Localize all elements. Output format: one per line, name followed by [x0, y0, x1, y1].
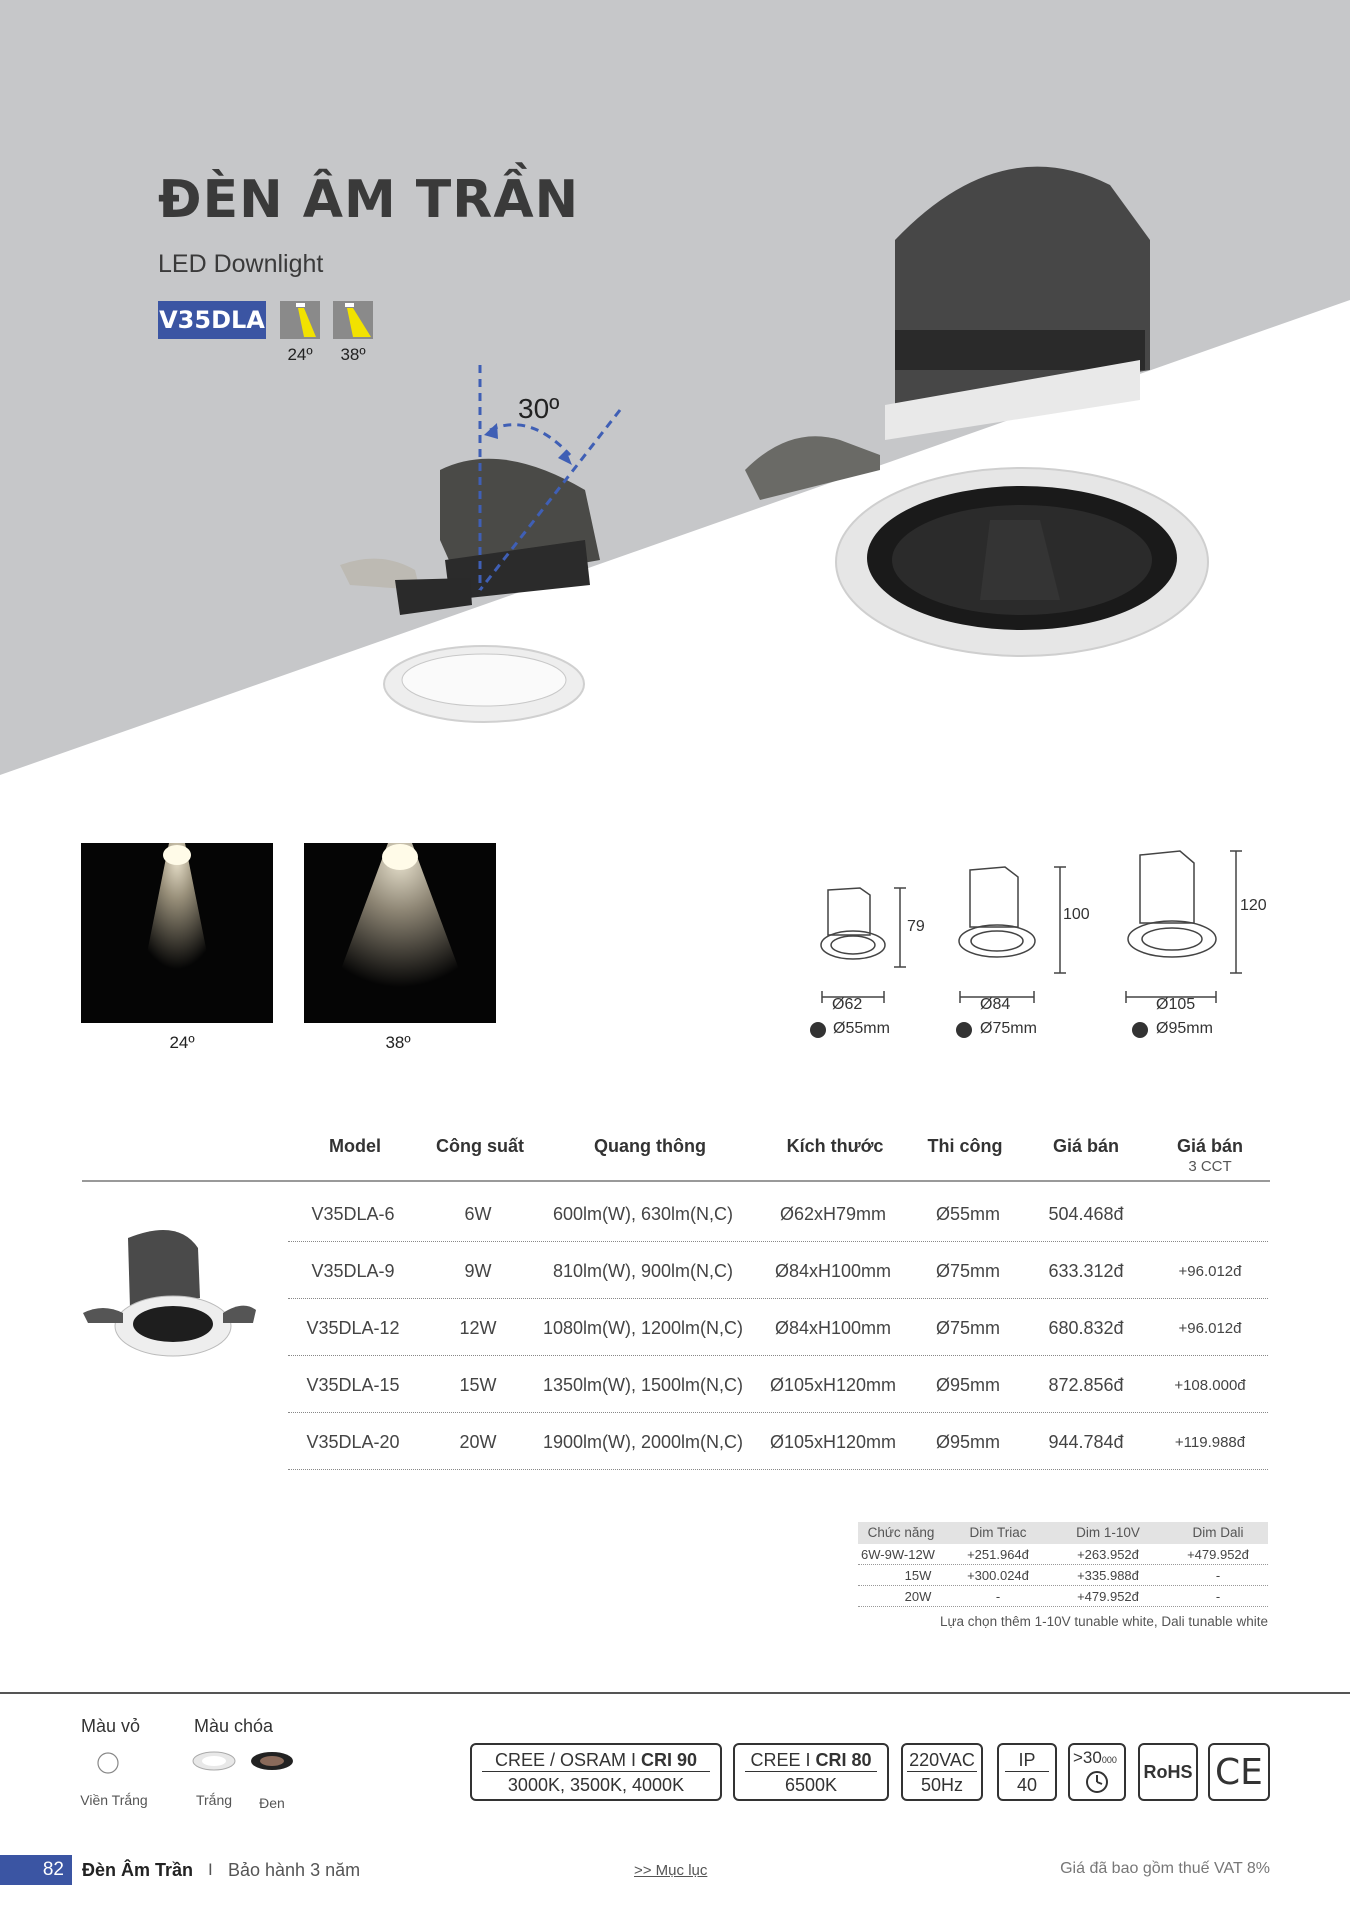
table-header-rule [82, 1180, 1270, 1182]
dim-height-2: 100 [1063, 906, 1090, 923]
reflector-color-heading: Màu chóa [194, 1716, 274, 1736]
cell-price: 504.468đ [1048, 1204, 1124, 1224]
cell-lumen: 600lm(W), 630lm(N,C) [552, 1204, 734, 1224]
dimming-cell: - [1215, 1589, 1221, 1604]
reflector-swatch-white [192, 1750, 236, 1772]
housing-swatch-white [97, 1752, 119, 1774]
dim-diameter-3: Ø105 [1156, 996, 1196, 1013]
cell-price-cct: +119.988đ [1174, 1434, 1246, 1451]
dimming-header: Dim Dali [1192, 1525, 1244, 1540]
spec-badge-top: 220VAC [909, 1750, 975, 1770]
beam-angle-label: 24º [287, 345, 313, 364]
cell-size: Ø105xH120mm [769, 1432, 897, 1452]
beam-photo-caption: 38º [385, 1033, 411, 1052]
cell-cutout: Ø75mm [935, 1318, 1000, 1338]
cell-cutout: Ø95mm [935, 1432, 1000, 1452]
table-header-power: Công suất [436, 1136, 524, 1156]
cell-power: 15W [459, 1375, 497, 1395]
page-number: 82 [0, 1855, 72, 1885]
dimming-cell: 15W [904, 1568, 932, 1583]
lifetime-unit: 000 [1101, 1755, 1117, 1765]
cell-price: 680.832đ [1048, 1318, 1124, 1338]
lifetime-value: >30 [1073, 1748, 1102, 1767]
dimming-header: Chức năng [867, 1525, 935, 1540]
cell-cutout: Ø95mm [935, 1375, 1000, 1395]
dimming-row [858, 1544, 1268, 1565]
dimming-cell: - [1215, 1568, 1221, 1583]
table-row [288, 1186, 1268, 1242]
spec-badge-bottom: 40 [1016, 1775, 1038, 1795]
cell-size: Ø62xH79mm [779, 1204, 887, 1224]
cell-size: Ø84xH100mm [774, 1261, 892, 1281]
cell-price-cct: +108.000đ [1174, 1377, 1246, 1394]
cell-size: Ø84xH100mm [774, 1318, 892, 1338]
ce-badge: CE [1208, 1743, 1270, 1801]
cell-lumen: 1900lm(W), 2000lm(N,C) [542, 1432, 744, 1452]
dimming-header: Dim Triac [969, 1525, 1027, 1540]
footer-section: Đèn Âm Trần [82, 1860, 194, 1880]
table-header-cct-sub: 3 CCT [1188, 1158, 1232, 1175]
dimming-cell: - [995, 1589, 1001, 1604]
reflector-color-label: Đen [259, 1795, 285, 1811]
rohs-badge: RoHS [1138, 1743, 1198, 1801]
cell-price: 872.856đ [1048, 1375, 1124, 1395]
cell-model: V35DLA-9 [311, 1261, 395, 1281]
reflector-swatch-black [250, 1750, 294, 1772]
page-title: ĐÈN ÂM TRẦN [158, 170, 580, 230]
housing-color-heading: Màu vỏ [81, 1716, 141, 1736]
hero-banner [0, 0, 1350, 790]
spec-badge-top-bold: CRI 80 [815, 1750, 872, 1770]
hero-background [0, 0, 1350, 790]
spec-badge-ip [997, 1743, 1057, 1801]
spec-badge-bottom: 3000K, 3500K, 4000K [507, 1775, 685, 1795]
beam-38-icon [333, 301, 373, 339]
dim-height-3: 120 [1240, 897, 1267, 914]
cell-lumen: 1350lm(W), 1500lm(N,C) [542, 1375, 744, 1395]
dimming-cell: +300.024đ [967, 1568, 1029, 1583]
cell-price-cct: +96.012đ [1178, 1320, 1242, 1337]
beam-photo-24 [81, 843, 273, 1023]
spec-badge-bottom: 50Hz [920, 1775, 964, 1795]
beam-photo-38 [304, 843, 496, 1023]
table-header-lumen: Quang thông [594, 1136, 706, 1156]
clock-icon [1083, 1769, 1111, 1795]
footer-divider [0, 1692, 1350, 1694]
dim-cutout-3: Ø95mm [1156, 1020, 1213, 1037]
cell-price: 633.312đ [1048, 1261, 1124, 1281]
dim-cutout-1: Ø55mm [833, 1020, 890, 1037]
dimming-cell: +335.988đ [1077, 1568, 1139, 1583]
dimming-cell: +263.952đ [1077, 1547, 1139, 1562]
dim-cutout-2: Ø75mm [980, 1020, 1037, 1037]
dimming-cell: +479.952đ [1187, 1547, 1249, 1562]
housing-color-label: Viền Trắng [80, 1792, 148, 1808]
cell-cutout: Ø55mm [935, 1204, 1000, 1224]
cell-size: Ø105xH120mm [769, 1375, 897, 1395]
table-row [288, 1243, 1268, 1299]
table-header-model: Model [329, 1136, 381, 1156]
cell-power: 9W [464, 1261, 492, 1281]
cell-power: 6W [464, 1204, 492, 1224]
beam-photo-caption: 24º [169, 1033, 195, 1052]
toc-link[interactable]: >> Mục lục [634, 1862, 708, 1879]
cell-model: V35DLA-6 [311, 1204, 395, 1224]
spec-badge-top: CREE / OSRAM I [494, 1750, 641, 1770]
cell-price: 944.784đ [1048, 1432, 1124, 1452]
spec-badge-top-bold: CRI 90 [641, 1750, 698, 1770]
dim-height-1: 79 [907, 918, 925, 935]
cell-cutout: Ø75mm [935, 1261, 1000, 1281]
footer-vat-note: Giá đã bao gồm thuế VAT 8% [1060, 1860, 1270, 1877]
table-row [288, 1357, 1268, 1413]
cell-power: 20W [459, 1432, 497, 1452]
dimming-cell: +479.952đ [1077, 1589, 1139, 1604]
cell-lumen: 1080lm(W), 1200lm(N,C) [542, 1318, 744, 1338]
cell-lumen: 810lm(W), 900lm(N,C) [552, 1261, 734, 1281]
cell-price-cct: +96.012đ [1178, 1263, 1242, 1280]
cell-model: V35DLA-15 [306, 1375, 400, 1395]
dimming-row [858, 1565, 1268, 1586]
table-row [288, 1300, 1268, 1356]
dim-diameter-1: Ø62 [832, 996, 863, 1013]
table-header-price: Giá bán [1052, 1136, 1119, 1156]
beam-24-icon [280, 301, 320, 339]
model-badge: V35DLA [158, 301, 266, 339]
dimming-row [858, 1586, 1268, 1607]
table-header-size: Kích thước [786, 1136, 884, 1156]
beam-angle-label: 38º [340, 345, 366, 364]
dimming-note: Lựa chọn thêm 1-10V tunable white, Dali tunable white [940, 1614, 1268, 1629]
dimming-cell: +251.964đ [967, 1547, 1029, 1562]
cell-model: V35DLA-20 [306, 1432, 400, 1452]
table-row [288, 1414, 1268, 1470]
dimming-cell: 20W [904, 1589, 932, 1604]
footer-warranty: Bảo hành 3 năm [228, 1860, 361, 1880]
cell-model: V35DLA-12 [306, 1318, 400, 1338]
footer-separator: I [208, 1860, 213, 1879]
table-header-cutout: Thi công [927, 1136, 1003, 1156]
dimming-cell: 6W-9W-12W [861, 1547, 935, 1562]
tilt-angle-label: 30º [518, 393, 560, 424]
spec-badge-cri80 [733, 1743, 889, 1801]
spec-badge-cri90 [470, 1743, 722, 1801]
table-header-price-cct: Giá bán [1176, 1136, 1243, 1156]
spec-badge-top: CREE I [750, 1750, 816, 1770]
cell-power: 12W [459, 1318, 497, 1338]
dimming-header: Dim 1-10V [1076, 1525, 1140, 1540]
page-subtitle: LED Downlight [158, 250, 324, 278]
spec-badge-bottom: 6500K [784, 1775, 838, 1795]
spec-badge-voltage [901, 1743, 983, 1801]
spec-badge-top: IP [1018, 1750, 1036, 1770]
lifetime-badge [1068, 1743, 1126, 1801]
reflector-color-label: Trắng [195, 1792, 233, 1808]
product-thumbnail [78, 1218, 258, 1378]
dim-diameter-2: Ø84 [980, 996, 1011, 1013]
